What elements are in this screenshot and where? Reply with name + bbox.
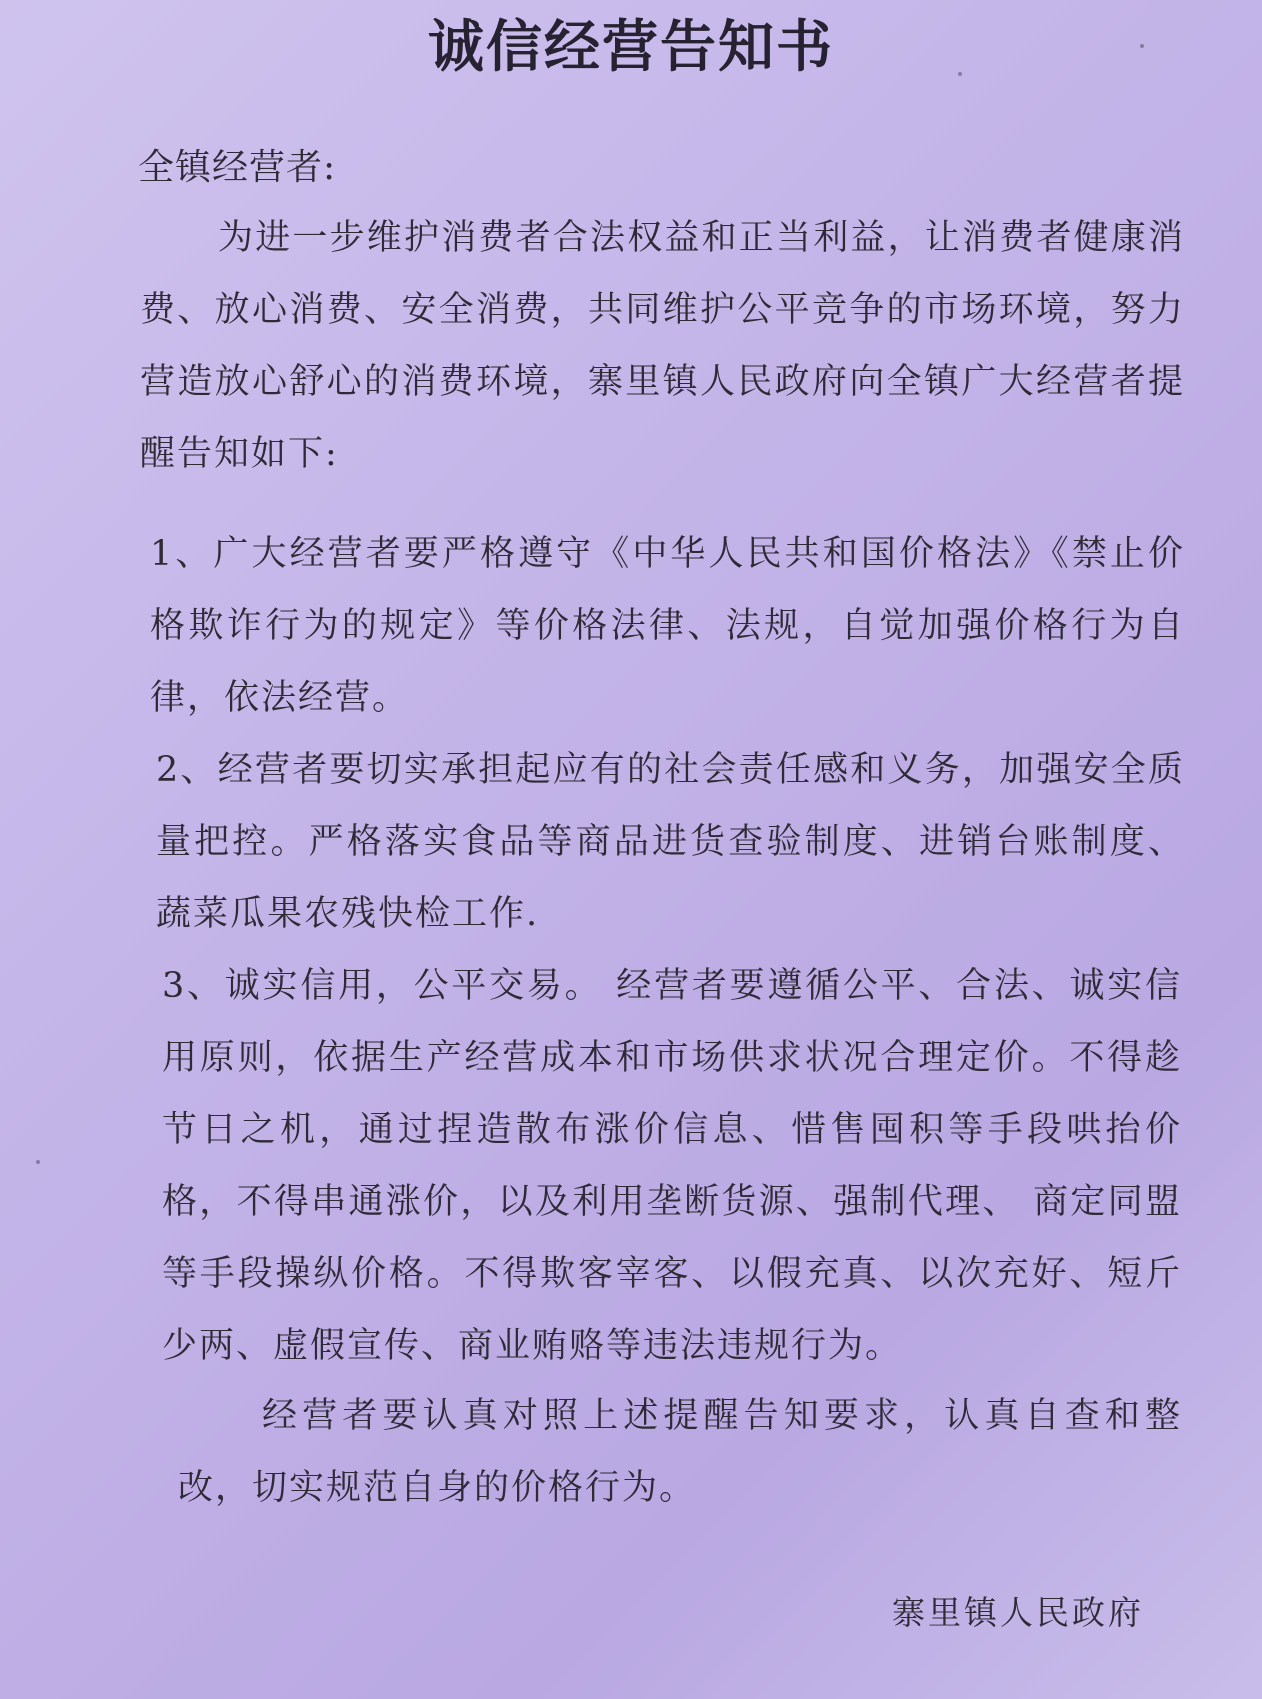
notice-item-1: 1、广大经营者要严格遵守《中华人民共和国价格法》《禁止价格欺诈行为的规定》等价格法律、法规，自觉加强价格行为自律，依法经营。 (150, 534, 1185, 718)
document-title: 诚信经营告知书 (428, 14, 834, 80)
paper-speck (36, 1160, 40, 1164)
paper-speck (1140, 44, 1144, 48)
closing-paragraph: 经营者要认真对照上述提醒告知要求，认真自查和整改，切实规范自身的价格行为。 (178, 1396, 1182, 1508)
notice-item-3: 3、诚实信用，公平交易。 经营者要遵循公平、合法、诚实信用原则，依据生产经营成本和市场供求状况合理定价。不得趁节日之机，通过捏造散布涨价信息、惜售囤积等手段哄抬价格，不得串通涨价，以及利用垄断货源、强制代理、 商定同盟等手段操纵价格。不得欺客宰客、以假充真、以次充好、短斤少两、虚假宣传、商业贿赂等违法违规行为。 (162, 966, 1182, 1366)
paper-speck (958, 72, 962, 76)
intro-paragraph: 为进一步维护消费者合法权益和正当利益，让消费者健康消费、放心消费、安全消费，共同维护公平竞争的市场环境，努力营造放心舒心的消费环境，寨里镇人民政府向全镇广大经营者提醒告知如下: (140, 218, 1185, 474)
signature-issuer: 寨里镇人民政府 (892, 1593, 1144, 1632)
salutation: 全镇经营者: (138, 147, 337, 188)
notice-item-2: 2、经营者要切实承担起应有的社会责任感和义务，加强安全质量把控。严格落实食品等商品进货查验制度、进销台账制度、蔬菜瓜果农残快检工作. (156, 750, 1185, 934)
